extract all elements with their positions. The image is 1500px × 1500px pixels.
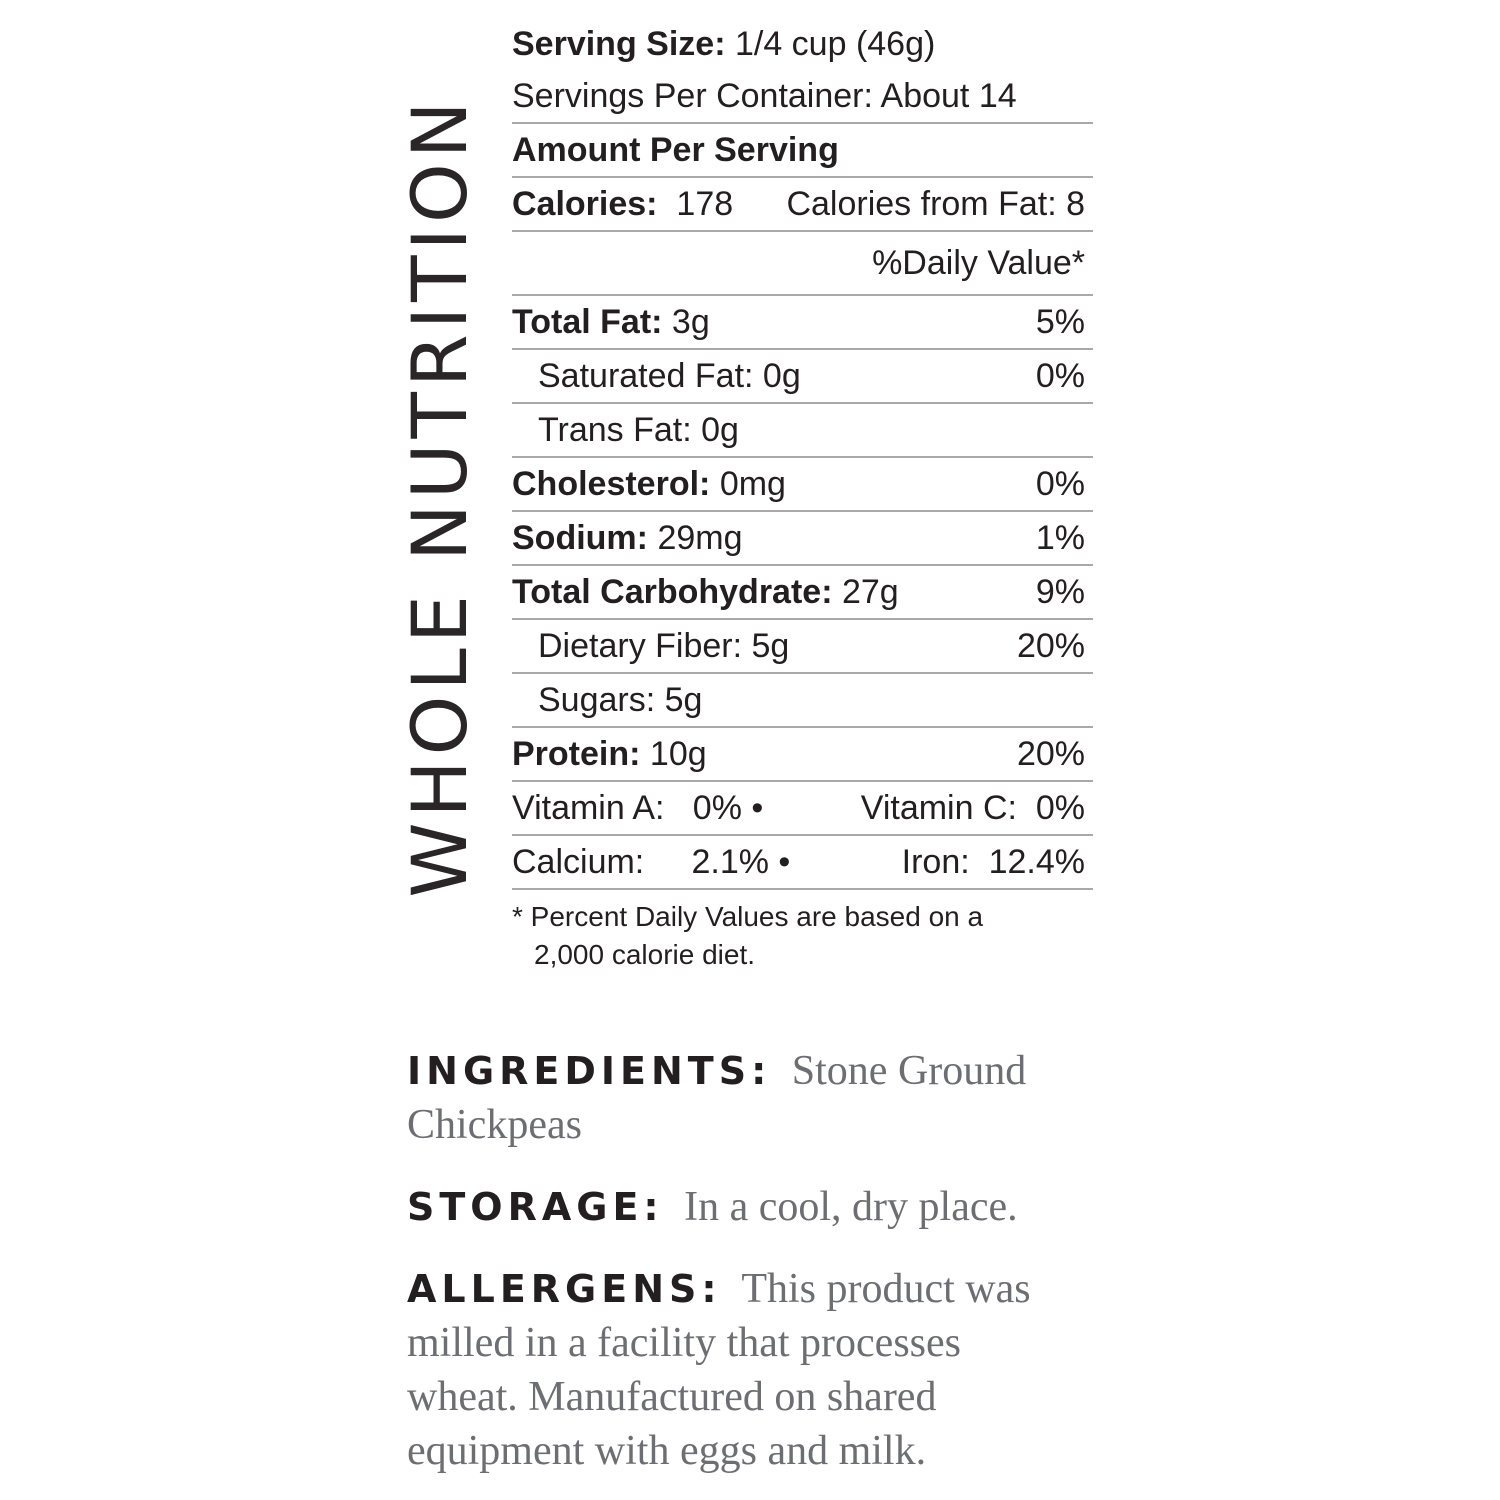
- nutrition-facts-panel: [512, 18, 1093, 974]
- nutrient-dv: 5%: [1035, 303, 1085, 341]
- nutrient-dv: 9%: [1035, 573, 1085, 611]
- storage-label: STORAGE:: [407, 1185, 664, 1229]
- servings-per-container-row: [512, 70, 1093, 124]
- nutrient-dv: 0%: [1035, 465, 1085, 503]
- nutrient-label: Total Fat:: [512, 303, 663, 341]
- servings-per-container: Servings Per Container: About 14: [512, 77, 1017, 115]
- daily-value-header-row: [512, 232, 1093, 296]
- vitamin-a: Vitamin A: 0% •: [512, 789, 764, 827]
- footnote: [512, 898, 1093, 974]
- ingredients-text: Stone Ground Chickpeas: [407, 1048, 1027, 1148]
- side-title: WHOLE NUTRITION: [395, 96, 484, 898]
- ingredients-section: [407, 1044, 1067, 1152]
- serving-size-row: [512, 18, 1093, 70]
- nutrient-value: 0mg: [719, 465, 786, 503]
- nutrient-value: 5g: [664, 681, 703, 719]
- ingredients-label: INGREDIENTS:: [407, 1049, 772, 1093]
- serving-size-label: Serving Size:: [512, 25, 726, 63]
- storage-text: In a cool, dry place.: [684, 1184, 1018, 1230]
- calories-row: [512, 178, 1093, 232]
- nutrient-dv: 20%: [1016, 627, 1085, 665]
- nutrient-row-dietary-fiber: [512, 620, 1093, 674]
- nutrient-label: Sodium:: [512, 519, 648, 557]
- storage-section: [407, 1180, 1067, 1234]
- amount-per-serving: Amount Per Serving: [512, 131, 839, 169]
- allergens-label: ALLERGENS:: [407, 1267, 722, 1311]
- calories-value: 178: [676, 185, 734, 223]
- nutrient-label: Saturated Fat:: [538, 357, 754, 395]
- nutrient-dv: 1%: [1035, 519, 1085, 557]
- allergens-section: [407, 1262, 1067, 1478]
- nutrient-dv: 20%: [1016, 735, 1085, 773]
- iron: Iron: 12.4%: [901, 843, 1085, 881]
- nutrient-row-sugars: [512, 674, 1093, 728]
- footnote-line-1: * Percent Daily Values are based on a: [512, 901, 984, 932]
- serving-size-value: 1/4 cup (46g): [734, 25, 936, 63]
- nutrient-label: Protein:: [512, 735, 641, 773]
- nutrient-row-protein: [512, 728, 1093, 782]
- nutrient-value: 0g: [701, 411, 739, 449]
- nutrient-label: Total Carbohydrate:: [512, 573, 833, 611]
- nutrient-value: 3g: [671, 303, 710, 341]
- nutrient-label: Sugars:: [538, 681, 656, 719]
- nutrient-row-total-carbohydrate: [512, 566, 1093, 620]
- daily-value-header: %Daily Value*: [872, 244, 1085, 282]
- nutrient-label: Cholesterol:: [512, 465, 711, 503]
- nutrient-row-saturated-fat: [512, 350, 1093, 404]
- calories-from-fat: Calories from Fat: 8: [786, 185, 1085, 223]
- vitamin-row-1: [512, 782, 1093, 836]
- nutrient-dv: 0%: [1035, 357, 1085, 395]
- allergens-text: This product was milled in a facility that processes wheat. Manufactured on shared equipment with eggs and milk.: [407, 1266, 1031, 1474]
- calories-label: Calories:: [512, 185, 658, 223]
- footnote-line-2: 2,000 calorie diet.: [534, 939, 756, 970]
- nutrient-value: 10g: [649, 735, 707, 773]
- vitamin-row-2: [512, 836, 1093, 890]
- nutrient-value: 0g: [762, 357, 801, 395]
- nutrient-value: 5g: [751, 627, 790, 665]
- nutrient-label: Trans Fat:: [538, 411, 692, 449]
- nutrient-value: 29mg: [657, 519, 743, 557]
- vitamin-c: Vitamin C: 0%: [860, 789, 1085, 827]
- calcium: Calcium: 2.1% •: [512, 843, 791, 881]
- nutrient-row-total-fat: [512, 296, 1093, 350]
- amount-per-serving-row: [512, 124, 1093, 178]
- nutrient-row-cholesterol: [512, 458, 1093, 512]
- nutrient-value: 27g: [841, 573, 899, 611]
- nutrient-row-trans-fat: [512, 404, 1093, 458]
- nutrient-label: Dietary Fiber:: [538, 627, 743, 665]
- nutrient-row-sodium: [512, 512, 1093, 566]
